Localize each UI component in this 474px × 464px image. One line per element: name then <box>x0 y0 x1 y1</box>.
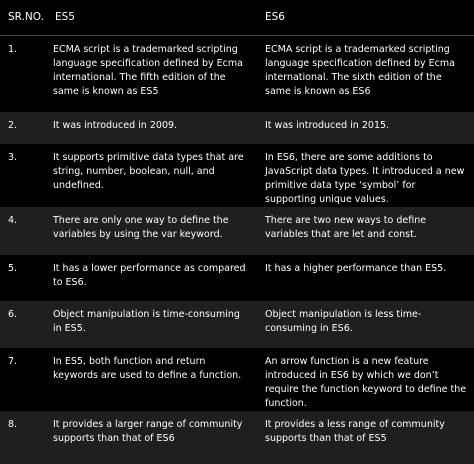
cell-es6: There are two new ways to define variables that are let and const. <box>265 215 427 240</box>
cell-sr-no: 6. <box>8 309 18 320</box>
table-header <box>0 0 474 35</box>
table-row <box>0 144 474 207</box>
table-row <box>0 207 474 255</box>
cell-es5: In ES5, both function and return keywords are used to define a function. <box>53 356 242 381</box>
table-row <box>0 255 474 301</box>
cell-es5: ECMA script is a trademarked scripting language specification defined by Ecma international. The fifth edition of the same is known as ES5 <box>53 43 243 97</box>
cell-sr-no: 5. <box>8 263 18 274</box>
table-row <box>0 301 474 348</box>
cell-es6: ECMA script is a trademarked scripting language specification defined by Ecma international. The sixth edition of the same is known as ES6 <box>265 43 455 97</box>
cell-es6: In ES6, there are some additions to JavaScript data types. It introduced a new primitive data type ‘symbol’ for supporting unique values. <box>265 152 465 205</box>
cell-sr-no: 2. <box>8 120 18 131</box>
cell-es6: Object manipulation is less time-consuming in ES6. <box>265 309 422 334</box>
cell-es5: It supports primitive data types that are string, number, boolean, null, and undefined. <box>53 152 244 191</box>
cell-sr-no: 8. <box>8 419 18 430</box>
header-sr-no: SR.NO. <box>0 0 47 35</box>
cell-es6: It has a higher performance than ES5. <box>265 263 447 274</box>
cell-es6: It was introduced in 2015. <box>265 120 390 131</box>
cell-es5: Object manipulation is time-consuming in ES5. <box>53 309 240 334</box>
cell-es5: It provides a larger range of community supports than that of ES6 <box>53 419 243 444</box>
cell-sr-no: 3. <box>8 152 18 163</box>
cell-sr-no: 7. <box>8 356 18 367</box>
cell-es5: It has a lower performance as compared to ES6. <box>53 263 246 288</box>
table-body <box>0 35 474 464</box>
cell-es6: It provides a less range of community supports than that of ES5 <box>265 419 445 444</box>
cell-sr-no: 4. <box>8 215 18 226</box>
table-row <box>0 35 474 112</box>
cell-es5: It was introduced in 2009. <box>53 120 178 131</box>
table-row <box>0 348 474 411</box>
cell-es5: There are only one way to define the variables by using the var keyword. <box>53 215 229 240</box>
table-row <box>0 112 474 144</box>
header-row <box>0 0 474 35</box>
cell-es6: An arrow function is a new feature introduced in ES6 by which we don’t require the function keyword to define the function. <box>265 356 467 409</box>
cell-sr-no: 1. <box>8 43 18 55</box>
header-es5: ES5 <box>47 0 257 35</box>
table-row <box>0 411 474 464</box>
header-es6: ES6 <box>257 0 474 35</box>
